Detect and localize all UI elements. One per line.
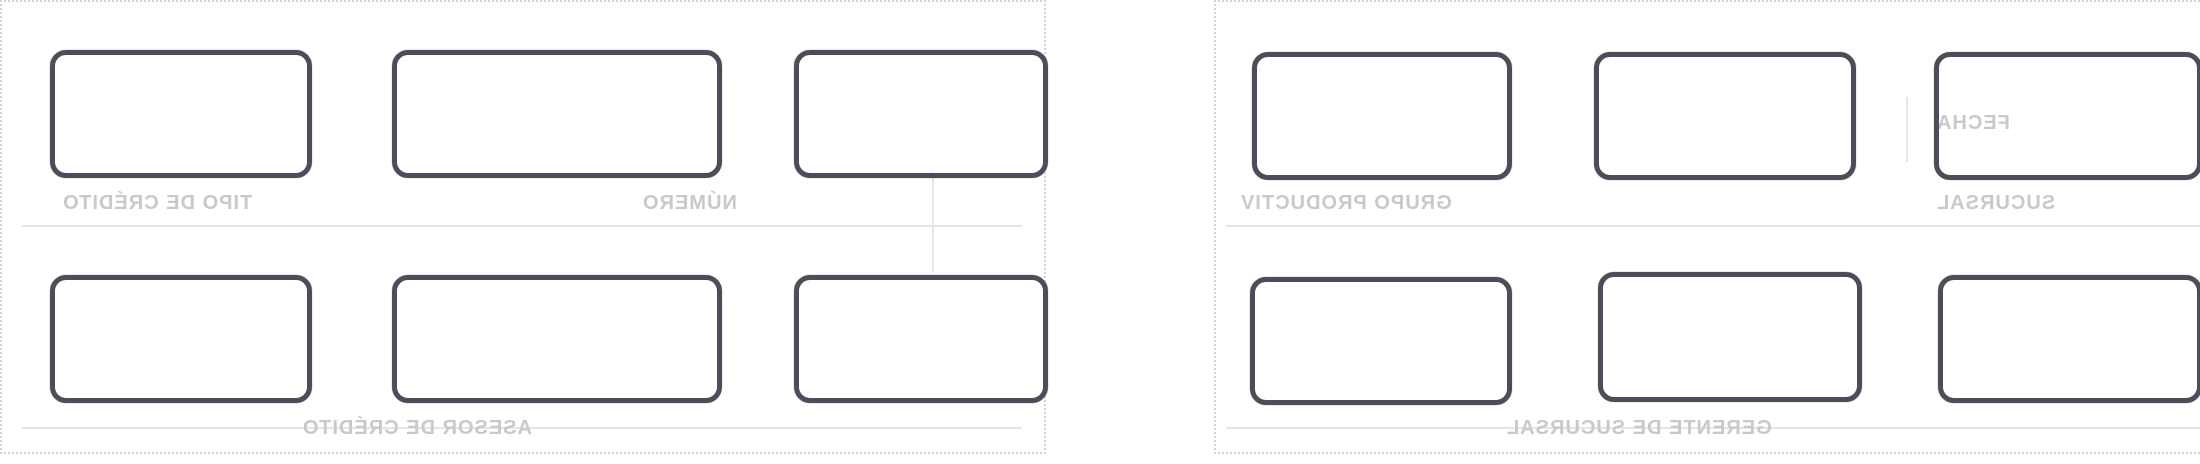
tipo-credito-label: TIPO DE CRÉDITO — [62, 192, 253, 214]
form-field-box-row1-col1[interactable] — [50, 50, 312, 178]
form-page-right — [1214, 0, 2200, 454]
fecha-label: FECHA — [1936, 112, 2010, 134]
form-page-left — [0, 0, 1046, 454]
form-field-box-row1-col1[interactable] — [1252, 52, 1512, 180]
numero-label: NÚMERO — [642, 192, 737, 214]
form-field-box-row1-col2[interactable] — [1594, 52, 1856, 180]
sucursal-label: SUCURSAL — [1936, 192, 2056, 214]
gerente-sucursal-label: GERENTE DE SUCURSAL — [1506, 417, 1772, 439]
faint-divider — [1906, 97, 1908, 162]
faint-rule — [1226, 225, 2200, 227]
faint-rule — [22, 225, 1022, 227]
form-field-box-row2-col3[interactable] — [794, 275, 1048, 403]
asesor-credito-label: ASESOR DE CRÉDITO — [302, 417, 532, 439]
faint-divider — [932, 172, 934, 272]
form-field-box-row1-col3[interactable] — [1934, 52, 2200, 180]
form-field-box-row1-col3[interactable] — [794, 50, 1048, 178]
grupo-producto-label: GRUPO PRODUCTIV — [1240, 192, 1452, 214]
form-field-box-row2-col1[interactable] — [1250, 277, 1512, 405]
form-field-box-row2-col1[interactable] — [50, 275, 312, 403]
form-field-box-row2-col2[interactable] — [392, 275, 722, 403]
form-field-box-row2-col3[interactable] — [1938, 275, 2200, 403]
form-field-box-row2-col2[interactable] — [1598, 272, 1862, 402]
form-field-box-row1-col2[interactable] — [392, 50, 722, 178]
